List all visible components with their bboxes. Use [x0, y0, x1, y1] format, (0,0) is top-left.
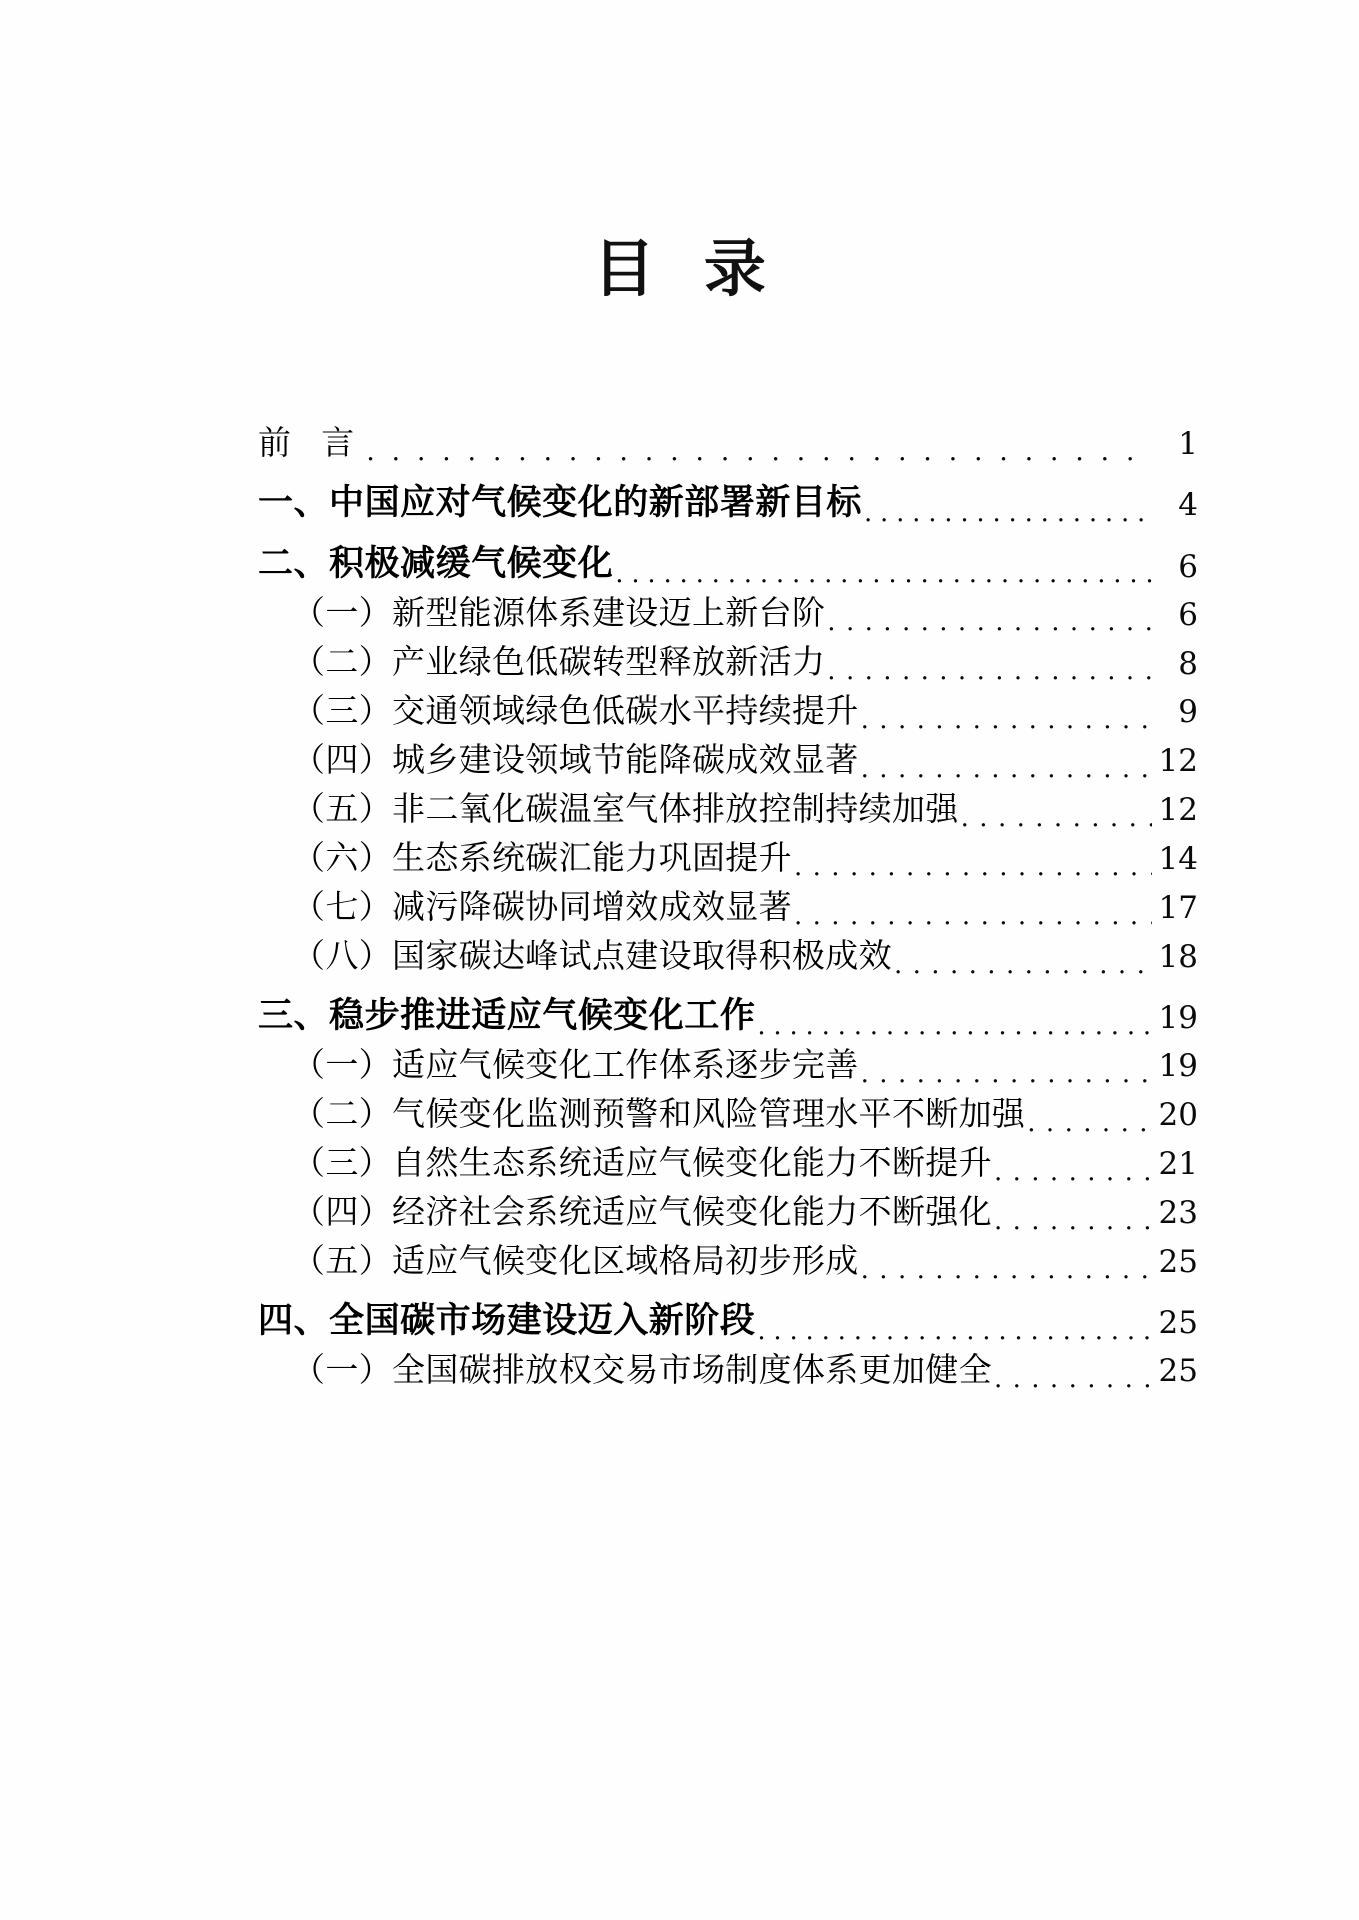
toc-page-number: 23 — [1158, 1195, 1198, 1232]
toc-entry-label: （四）城乡建设领域节能降碳成效显著 — [292, 740, 859, 780]
toc-page-number: 25 — [1158, 1305, 1198, 1342]
toc-dot-leader — [615, 568, 1152, 584]
toc-entry-label: 三、稳步推进适应气候变化工作 — [258, 995, 756, 1036]
toc-dot-leader — [1027, 1117, 1152, 1133]
toc-dot-leader — [994, 1215, 1152, 1231]
toc-entry-label: （五）适应气候变化区域格局初步形成 — [292, 1240, 859, 1280]
toc-dot-leader — [994, 1166, 1152, 1182]
toc-dot-leader — [827, 665, 1152, 681]
toc-page-number: 12 — [1158, 743, 1198, 780]
toc-dot-leader — [894, 959, 1152, 975]
toc-dot-leader — [757, 1325, 1152, 1341]
toc-entry[interactable] — [258, 1194, 1198, 1231]
toc-entry-label: （三）自然生态系统适应气候变化能力不断提升 — [292, 1143, 992, 1183]
toc-dot-leader — [994, 1373, 1152, 1389]
toc-page-number: 6 — [1178, 596, 1198, 633]
toc-page-number: 6 — [1178, 548, 1198, 585]
toc-entry[interactable] — [258, 742, 1198, 779]
toc-entry-label: （一）适应气候变化工作体系逐步完善 — [292, 1045, 859, 1085]
toc-page-number: 18 — [1158, 939, 1198, 976]
toc-page-number: 4 — [1178, 487, 1198, 524]
toc-entry-label: 前 言 — [258, 423, 365, 462]
toc-entry[interactable] — [258, 644, 1198, 681]
toc-page-number: 19 — [1158, 1000, 1198, 1037]
toc-page-number: 17 — [1158, 890, 1198, 927]
toc-entry-label: （四）经济社会系统适应气候变化能力不断强化 — [292, 1192, 992, 1231]
toc-entry-label: （七）减污降碳协同增效成效显著 — [292, 887, 792, 927]
toc-page-number: 8 — [1178, 645, 1198, 682]
toc-entry[interactable] — [258, 1352, 1198, 1389]
toc-entry-label: （一）新型能源体系建设迈上新台阶 — [292, 593, 826, 633]
toc-entry[interactable] — [258, 1047, 1198, 1084]
toc-page-number: 21 — [1158, 1146, 1198, 1183]
toc-entry[interactable] — [258, 1302, 1198, 1341]
toc-dot-leader — [861, 1264, 1152, 1280]
toc-entry-label: （三）交通领域绿色低碳水平持续提升 — [292, 691, 859, 731]
toc-entry[interactable] — [258, 1145, 1198, 1182]
toc-page-number: 19 — [1158, 1048, 1198, 1085]
table-of-contents-list — [258, 425, 1198, 1401]
toc-entry-label: （二）产业绿色低碳转型释放新活力 — [292, 642, 826, 682]
toc-entry[interactable] — [258, 595, 1198, 632]
toc-dot-leader — [961, 812, 1152, 828]
toc-page-number: 9 — [1178, 694, 1198, 731]
toc-dot-leader — [757, 1020, 1152, 1036]
toc-page-number: 14 — [1158, 841, 1198, 878]
toc-dot-leader — [366, 446, 1152, 462]
toc-entry[interactable] — [258, 1240, 1198, 1281]
toc-entry[interactable] — [258, 791, 1198, 828]
toc-dot-leader — [861, 1068, 1152, 1084]
toc-entry[interactable] — [258, 840, 1198, 877]
toc-entry-label: （八）国家碳达峰试点建设取得积极成效 — [292, 936, 892, 975]
toc-entry[interactable] — [258, 484, 1198, 523]
toc-dot-leader — [861, 763, 1152, 779]
page-title: 目 录 — [593, 232, 780, 305]
toc-page-number: 25 — [1158, 1353, 1198, 1390]
toc-entry[interactable] — [258, 997, 1198, 1036]
toc-entry-label: 一、中国应对气候变化的新部署新目标 — [258, 482, 862, 523]
toc-entry[interactable] — [258, 1096, 1198, 1133]
toc-dot-leader — [864, 507, 1152, 523]
toc-entry-label: 二、积极减缓气候变化 — [258, 544, 614, 585]
toc-entry-label: （一）全国碳排放权交易市场制度体系更加健全 — [292, 1350, 992, 1390]
toc-entry[interactable] — [258, 693, 1198, 730]
toc-entry-label: 四、全国碳市场建设迈入新阶段 — [258, 1300, 756, 1341]
toc-entry-label: （二）气候变化监测预警和风险管理水平不断加强 — [292, 1094, 1026, 1134]
toc-entry[interactable] — [258, 545, 1198, 584]
toc-dot-leader — [794, 910, 1152, 926]
toc-dot-leader — [827, 616, 1152, 632]
toc-entry[interactable] — [258, 938, 1198, 975]
toc-entry[interactable] — [258, 425, 1198, 462]
toc-page-number: 20 — [1158, 1097, 1198, 1134]
toc-dot-leader — [794, 861, 1152, 877]
toc-page-number: 25 — [1158, 1244, 1198, 1281]
toc-dot-leader — [861, 714, 1152, 730]
toc-entry-label: （五）非二氧化碳温室气体排放控制持续加强 — [292, 789, 959, 829]
toc-page-number: 12 — [1158, 792, 1198, 829]
toc-page-number: 1 — [1178, 426, 1198, 463]
toc-entry-label: （六）生态系统碳汇能力巩固提升 — [292, 838, 792, 878]
toc-entry[interactable] — [258, 889, 1198, 926]
